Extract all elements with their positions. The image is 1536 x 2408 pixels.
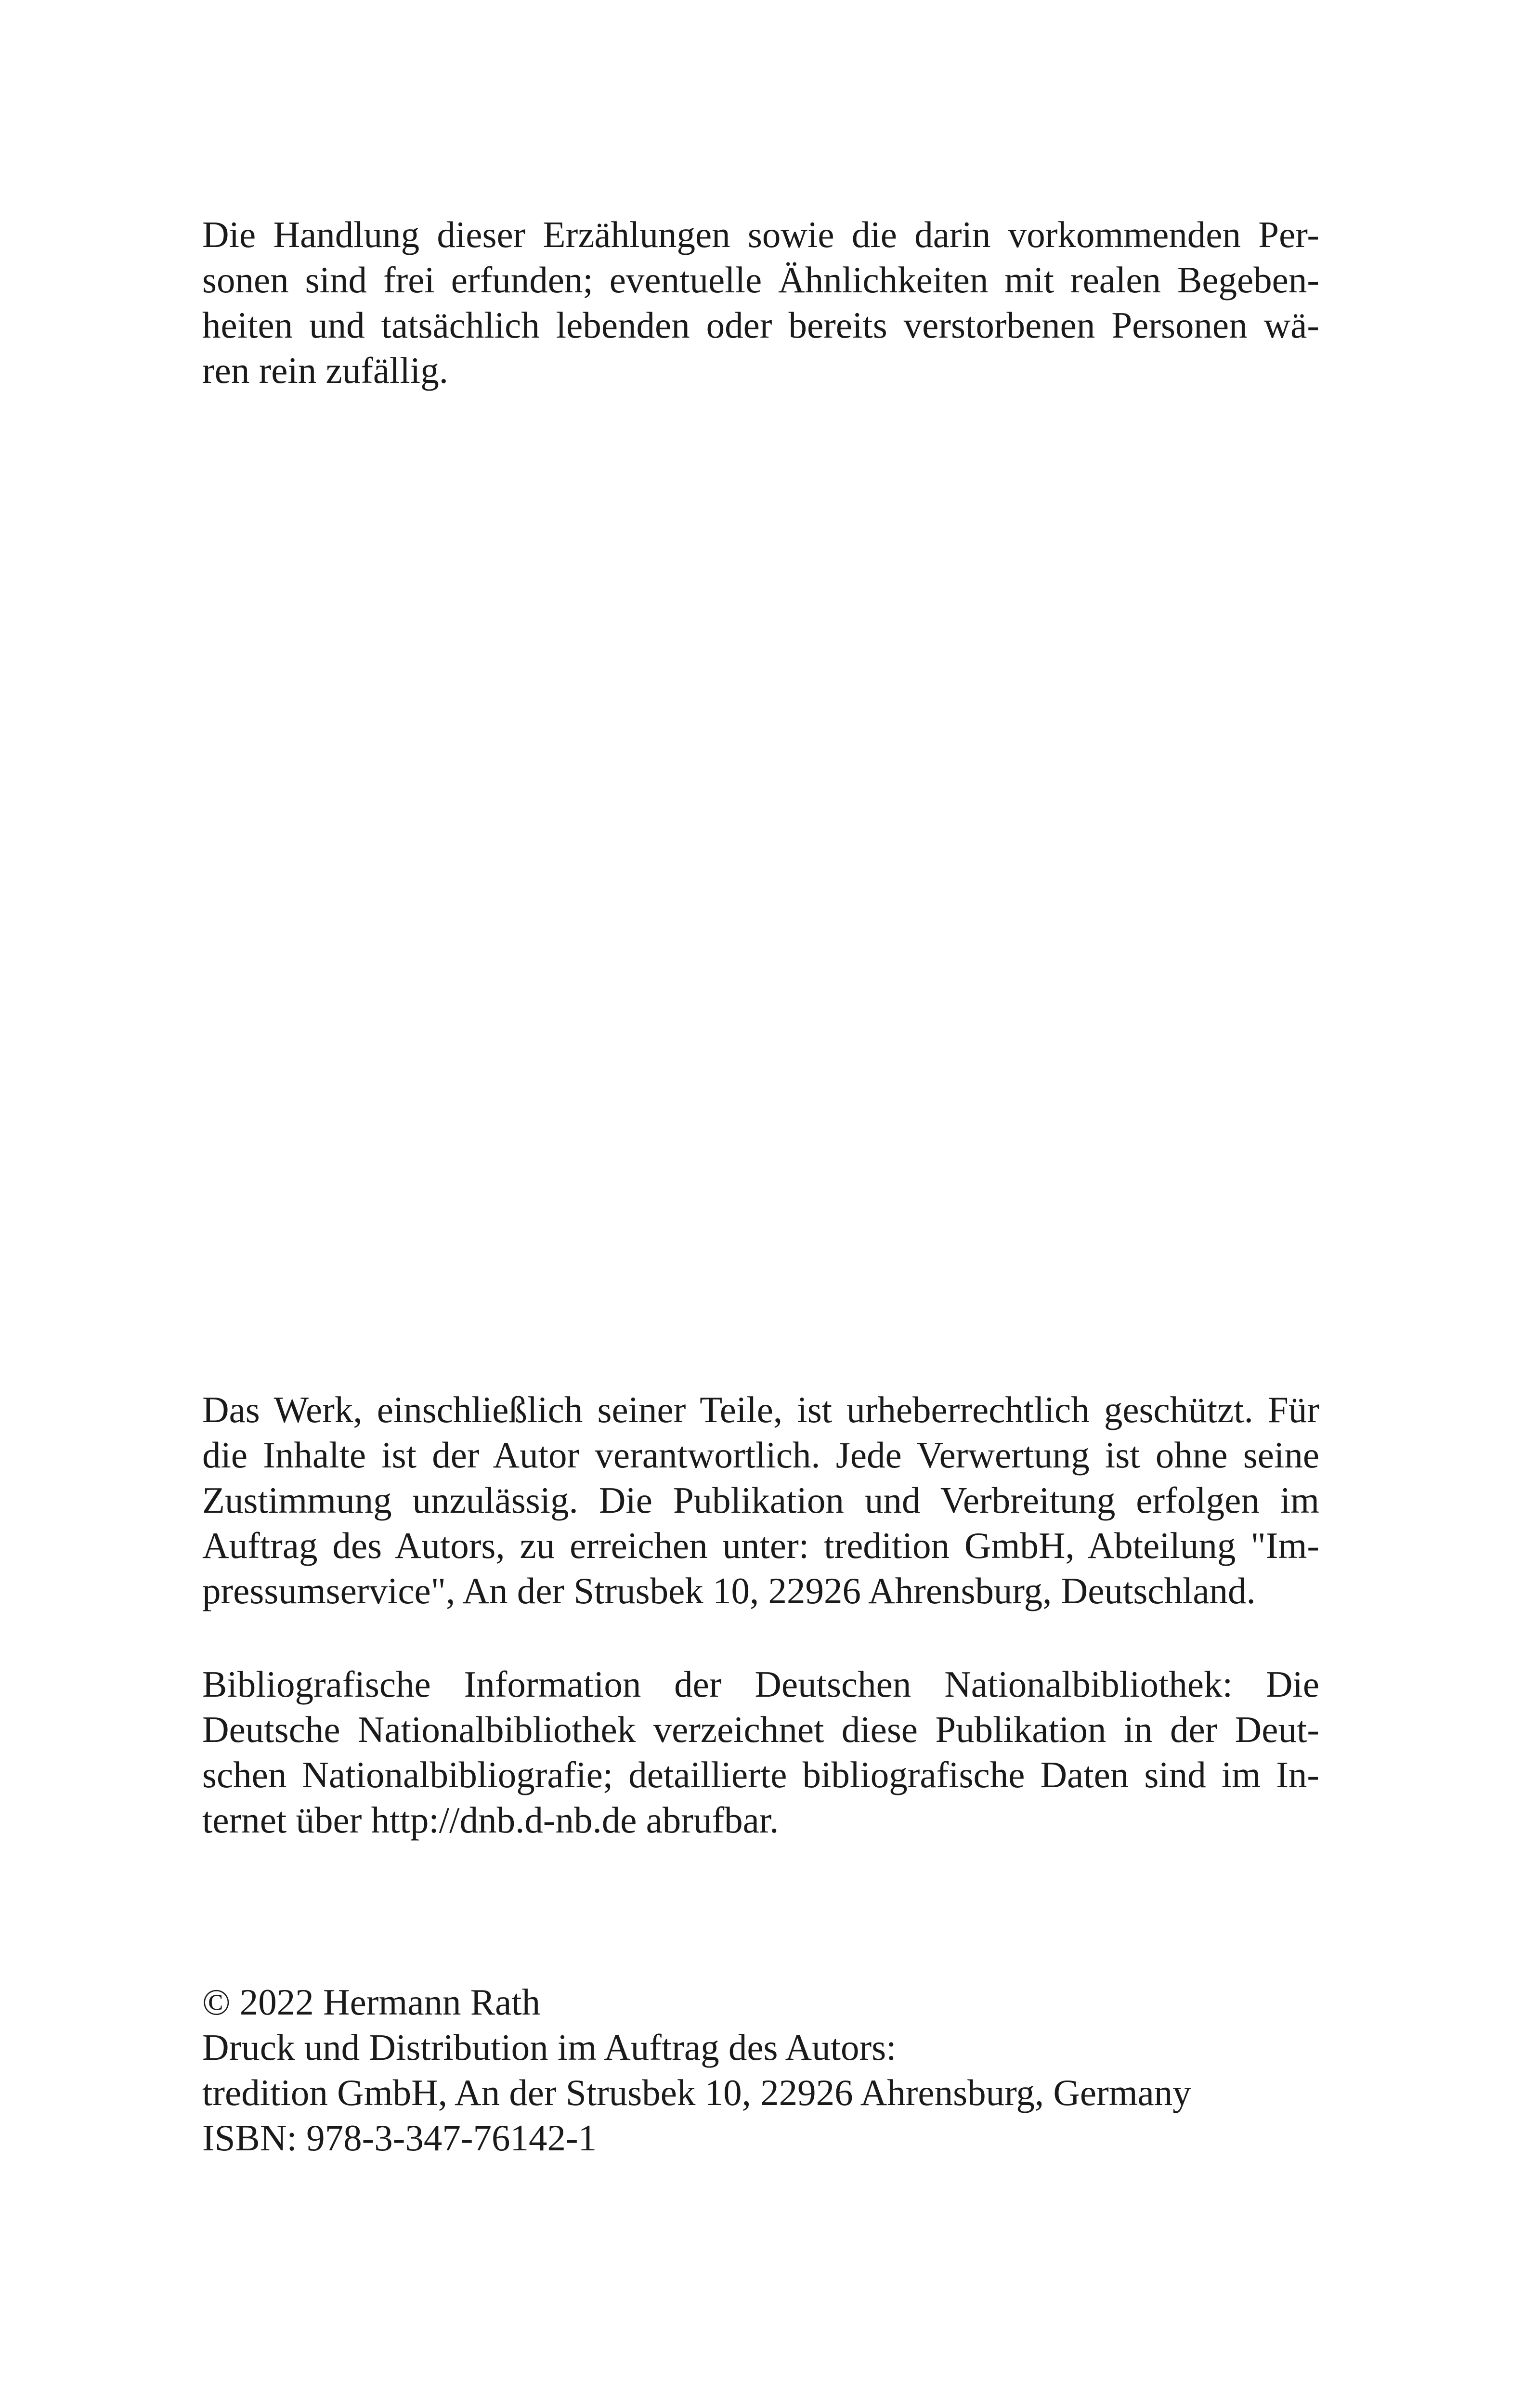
isbn-line: ISBN: 978-3-347-76142-1	[202, 2117, 597, 2159]
bibliographic-info-line: schen Nationalbibliografie; detaillierte bibliografische Daten sind im In-	[202, 1754, 1319, 1795]
disclaimer-line: sonen sind frei erfunden; eventuelle Ähnlichkeiten mit realen Begeben-	[202, 259, 1319, 301]
copyright-line: © 2022 Hermann Rath	[202, 1981, 541, 2023]
bibliographic-info-line: Deutsche Nationalbibliothek verzeichnet diese Publikation in der Deut-	[202, 1709, 1319, 1750]
printing-line: Druck und Distribution im Auftrag des Autors:	[202, 2027, 897, 2068]
disclaimer-line: heiten und tatsächlich lebenden oder bereits verstorbenen Personen wä-	[202, 304, 1319, 346]
copyright-notice-line: Auftrag des Autors, zu erreichen unter: tredition GmbH, Abteilung "Im-	[202, 1525, 1319, 1566]
disclaimer-paragraph	[202, 212, 1319, 393]
copyright-notice-line: pressumservice", An der Strusbek 10, 22926 Ahrensburg, Deutschland.	[202, 1570, 1256, 1611]
copyright-notice-line: Das Werk, einschließlich seiner Teile, ist urheberrechtlich geschützt. Für	[202, 1389, 1319, 1430]
publisher-address-line: tredition GmbH, An der Strusbek 10, 22926 Ahrensburg, Germany	[202, 2072, 1191, 2113]
bibliographic-info-line: Bibliografische Information der Deutschen Nationalbibliothek: Die	[202, 1663, 1319, 1705]
imprint-block	[202, 1979, 1319, 2160]
copyright-notice-line: Zustimmung unzulässig. Die Publikation und Verbreitung erfolgen im	[202, 1479, 1319, 1521]
copyright-notice-line: die Inhalte ist der Autor verantwortlich. Jede Verwertung ist ohne seine	[202, 1434, 1319, 1476]
disclaimer-line: Die Handlung dieser Erzählungen sowie die darin vorkommenden Per-	[202, 214, 1319, 255]
disclaimer-line: ren rein zufällig.	[202, 350, 448, 391]
copyright-notice-paragraph	[202, 1387, 1319, 1613]
bibliographic-info-line: ternet über http://dnb.d-nb.de abrufbar.	[202, 1799, 779, 1841]
bibliographic-info-paragraph	[202, 1662, 1319, 1843]
